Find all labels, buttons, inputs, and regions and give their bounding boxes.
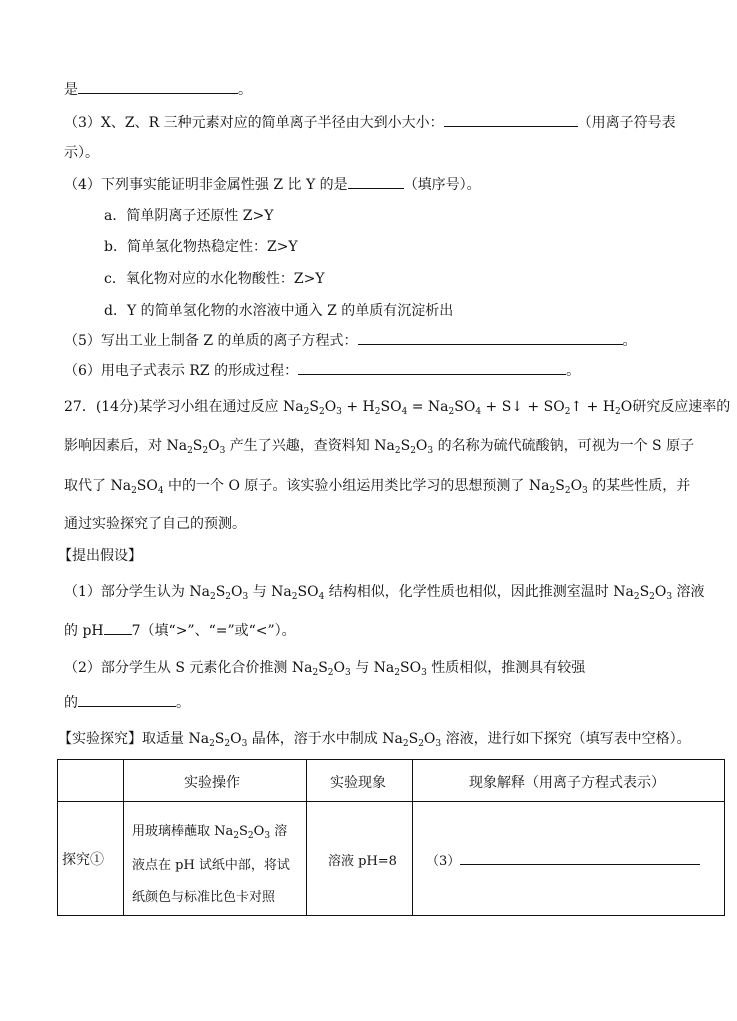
q27-line4: 通过实验探究了自己的预测。: [64, 516, 246, 532]
answer-blank[interactable]: [358, 330, 623, 345]
row-label: 探究①: [62, 852, 104, 868]
hypothesis-2-cont: 的 。: [64, 692, 190, 713]
option-b: b．简单氢化物热稳定性：Z>Y: [104, 239, 298, 255]
header-operation: 实验操作: [184, 775, 240, 791]
experiment-table: [57, 759, 725, 916]
option-c: c．氧化物对应的水化物酸性：Z>Y: [104, 271, 325, 287]
question-3: （3）X、Z、R 三种元素对应的简单离子半径由大到小大小： （用离子符号表: [64, 112, 676, 133]
answer-blank[interactable]: [78, 692, 176, 707]
q27-line2: 影响因素后，对 $Na_2S_2O_3$ 产生了兴趣，查资料知 $Na_2S_2O_3$ 的名称为硫代硫酸钠，可视为一个 S 原子: [64, 438, 695, 456]
q27-line3: 取代了 $Na_2SO_4$ 中的一个 O 原子。该实验小组运用类比学习的思想预测了 $Na_2S_2O_3$ 的某些性质，并: [64, 478, 691, 496]
answer-blank[interactable]: [460, 850, 700, 865]
phenomenon-value: 溶液 pH=8: [328, 854, 397, 869]
explanation-cell: （3）: [426, 850, 700, 869]
question-6: （6）用电子式表示 RZ 的形成过程： 。: [64, 360, 580, 381]
option-a: a．简单阴离子还原性 Z>Y: [104, 208, 274, 224]
question-3-cont: 示）。: [64, 145, 99, 161]
answer-blank[interactable]: [104, 620, 132, 635]
answer-blank[interactable]: [78, 79, 238, 94]
section-hypothesis: 【提出假设】: [58, 548, 142, 564]
answer-blank[interactable]: [444, 112, 578, 127]
hypothesis-1-cont: 的 pH 7（填“>”、“=”或“<”）。: [64, 620, 296, 641]
header-phenomenon: 实验现象: [330, 775, 386, 791]
header-explanation: 现象解释（用离子方程式表示）: [469, 775, 665, 791]
question-5: （5）写出工业上制备 Z 的单质的离子方程式： 。: [64, 330, 637, 351]
hypothesis-2: （2）部分学生从 S 元素化合价推测 $Na_2S_2O_3$ 与 $Na_2SO_3$ 性质相似，推测具有较强: [64, 660, 586, 678]
operation-line-1: 用玻璃棒蘸取 $Na_2S_2O_3$ 溶: [132, 824, 288, 841]
option-d: d．Y 的简单氢化物的水溶液中通入 Z 的单质有沉淀析出: [104, 303, 454, 319]
hypothesis-1: （1）部分学生认为 $Na_2S_2O_3$ 与 $Na_2SO_4$ 结构相似，化学性质也相似，因此推测室温时 $Na_2S_2O_3$ 溶液: [64, 584, 705, 602]
answer-blank[interactable]: [298, 360, 566, 375]
q27-intro: 27．(14分)某学习小组在通过反应 $Na_2S_2O_3 + H_2SO_4 = Na_2SO_4$ + S↓ + $SO_2↑ + H_2O$研究反应速率的: [64, 399, 731, 417]
experiment-intro: 【实验探究】取适量 $Na_2S_2O_3$ 晶体，溶于水中制成 $Na_2S_2O_3$ 溶液，进行如下探究（填写表中空格）。: [58, 731, 691, 749]
question-4: （4）下列事实能证明非金属性强 Z 比 Y 的是 （填序号）。: [64, 174, 481, 195]
operation-line-3: 纸颜色与标准比色卡对照: [132, 890, 276, 905]
prev-answer-line: 是 。: [64, 79, 252, 100]
answer-blank[interactable]: [348, 174, 404, 189]
operation-line-2: 液点在 pH 试纸中部，将试: [132, 858, 290, 873]
